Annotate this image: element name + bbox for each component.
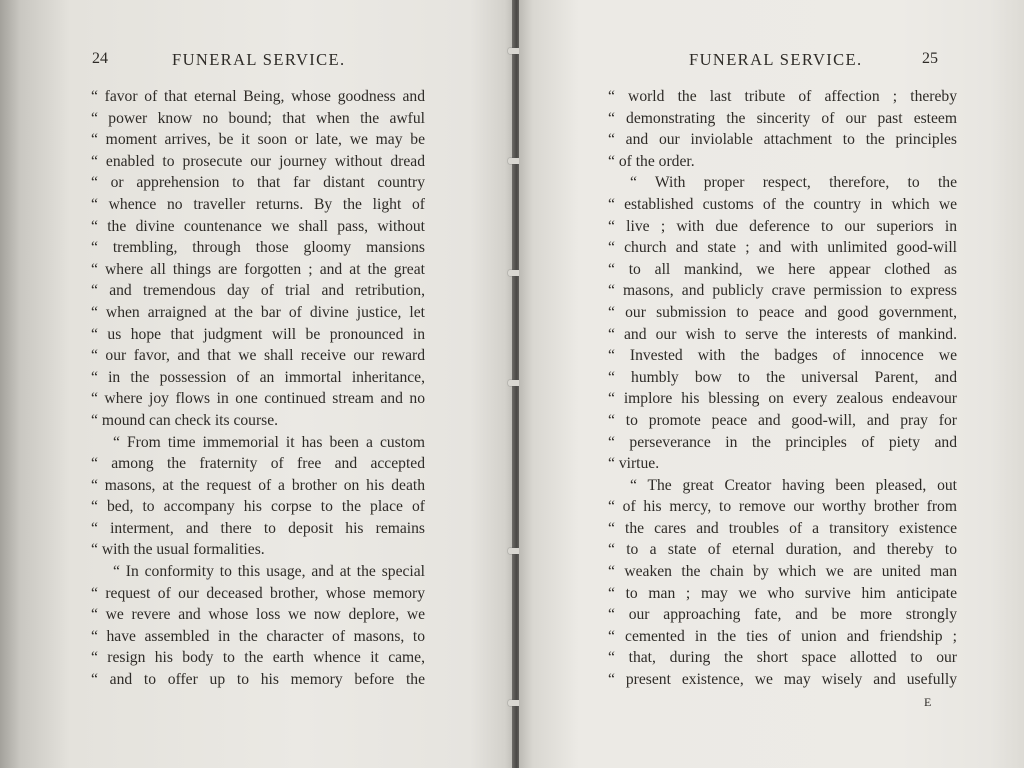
- text-line: “ to man ; may we who survive him anticipate: [608, 584, 957, 602]
- text-line: “ enabled to prosecute our journey without dread: [91, 152, 425, 170]
- text-line: “ From time immemorial it has been a custom: [113, 433, 425, 451]
- text-line: “ world the last tribute of affection ; thereby: [608, 88, 957, 105]
- text-line: “ to all mankind, we here appear clothed as: [608, 260, 957, 278]
- text-line: “ present existence, we may wisely and usefully: [608, 671, 957, 689]
- text-line: “ to promote peace and good-will, and pray for: [608, 411, 957, 429]
- text-line: “ demonstrating the sincerity of our past esteem: [608, 109, 957, 127]
- text-line: “ our favor, and that we shall receive our reward: [91, 347, 425, 365]
- text-line: “ bed, to accompany his corpse to the place of: [91, 498, 425, 516]
- text-line: “ and tremendous day of trial and retribution,: [91, 282, 425, 300]
- left-running-head: FUNERAL SERVICE.: [172, 50, 346, 69]
- text-line: “ trembling, through those gloomy mansions: [91, 239, 425, 257]
- text-line: “ whence no traveller returns. By the light of: [91, 195, 425, 213]
- text-line: “ where all things are forgotten ; and at the great: [91, 260, 425, 278]
- text-line: “ power know no bound; that when the awful: [91, 109, 425, 127]
- text-line: “ request of our deceased brother, whose memory: [91, 584, 425, 602]
- text-line: “ humbly bow to the universal Parent, and: [608, 368, 957, 386]
- text-line: “ with the usual formalities.: [91, 541, 265, 559]
- text-line: “ our submission to peace and good government,: [608, 303, 957, 321]
- text-line: “ resign his body to the earth whence it came,: [91, 649, 425, 667]
- text-line: “ where joy flows in one continued stream and no: [91, 390, 425, 408]
- text-line: “ implore his blessing on every zealous endeavour: [608, 390, 957, 408]
- signature-mark: E: [924, 695, 933, 709]
- text-line: “ perseverance in the principles of piety and: [608, 433, 957, 451]
- text-line: “ we revere and whose loss we now deplore, we: [91, 606, 425, 624]
- text-line: “ that, during the short space allotted to our: [608, 649, 957, 667]
- text-line: “ virtue.: [608, 455, 660, 473]
- text-line: “ favor of that eternal Being, whose goodness and: [91, 88, 425, 105]
- text-line: “ and our inviolable attachment to the principles: [608, 131, 957, 149]
- text-line: “ of the order.: [608, 152, 695, 170]
- text-line: “ masons, and publicly crave permission to express: [608, 282, 957, 300]
- text-line: “ weaken the chain by which we are united man: [608, 563, 957, 581]
- text-line: “ live ; with due deference to our superiors in: [608, 217, 957, 235]
- left-page-text: [91, 86, 425, 691]
- text-line: “ With proper respect, therefore, to the: [630, 174, 957, 192]
- text-line: “ masons, at the request of a brother on his death: [91, 476, 425, 494]
- text-line: “ or apprehension to that far distant country: [91, 174, 425, 192]
- text-line: “ cemented in the ties of union and friendship ;: [608, 627, 957, 645]
- text-line: “ moment arrives, be it soon or late, we may be: [91, 131, 425, 149]
- text-line: “ our approaching fate, and be more strongly: [608, 606, 957, 624]
- text-line: “ of his mercy, to remove our worthy brother from: [608, 498, 957, 516]
- text-line: “ in the possession of an immortal inheritance,: [91, 368, 425, 386]
- right-page: [519, 0, 1024, 768]
- left-page-number: 24: [92, 50, 108, 67]
- text-line: “ church and state ; and with unlimited good-will: [608, 239, 957, 257]
- text-line: “ have assembled in the character of masons, to: [91, 627, 425, 645]
- text-line: “ The great Creator having been pleased, out: [630, 476, 957, 494]
- text-line: “ to a state of eternal duration, and thereby to: [608, 541, 957, 559]
- text-line: “ among the fraternity of free and accepted: [91, 455, 425, 473]
- text-line: “ In conformity to this usage, and at the special: [113, 563, 425, 581]
- right-page-number: 25: [922, 50, 938, 67]
- text-line: “ us hope that judgment will be pronounced in: [91, 325, 425, 343]
- text-line: “ mound can check its course.: [91, 411, 279, 429]
- right-running-head: FUNERAL SERVICE.: [689, 50, 863, 69]
- right-page-text: [608, 86, 957, 691]
- text-line: “ established customs of the country in which we: [608, 195, 957, 213]
- text-line: “ the cares and troubles of a transitory existence: [608, 519, 957, 537]
- text-line: “ interment, and there to deposit his remains: [91, 519, 425, 537]
- text-line: “ when arraigned at the bar of divine justice, let: [91, 303, 425, 321]
- text-line: “ and to offer up to his memory before the: [91, 671, 425, 689]
- text-line: “ Invested with the badges of innocence we: [608, 347, 957, 365]
- text-line: “ and our wish to serve the interests of mankind.: [608, 325, 957, 343]
- text-line: “ the divine countenance we shall pass, without: [91, 217, 425, 235]
